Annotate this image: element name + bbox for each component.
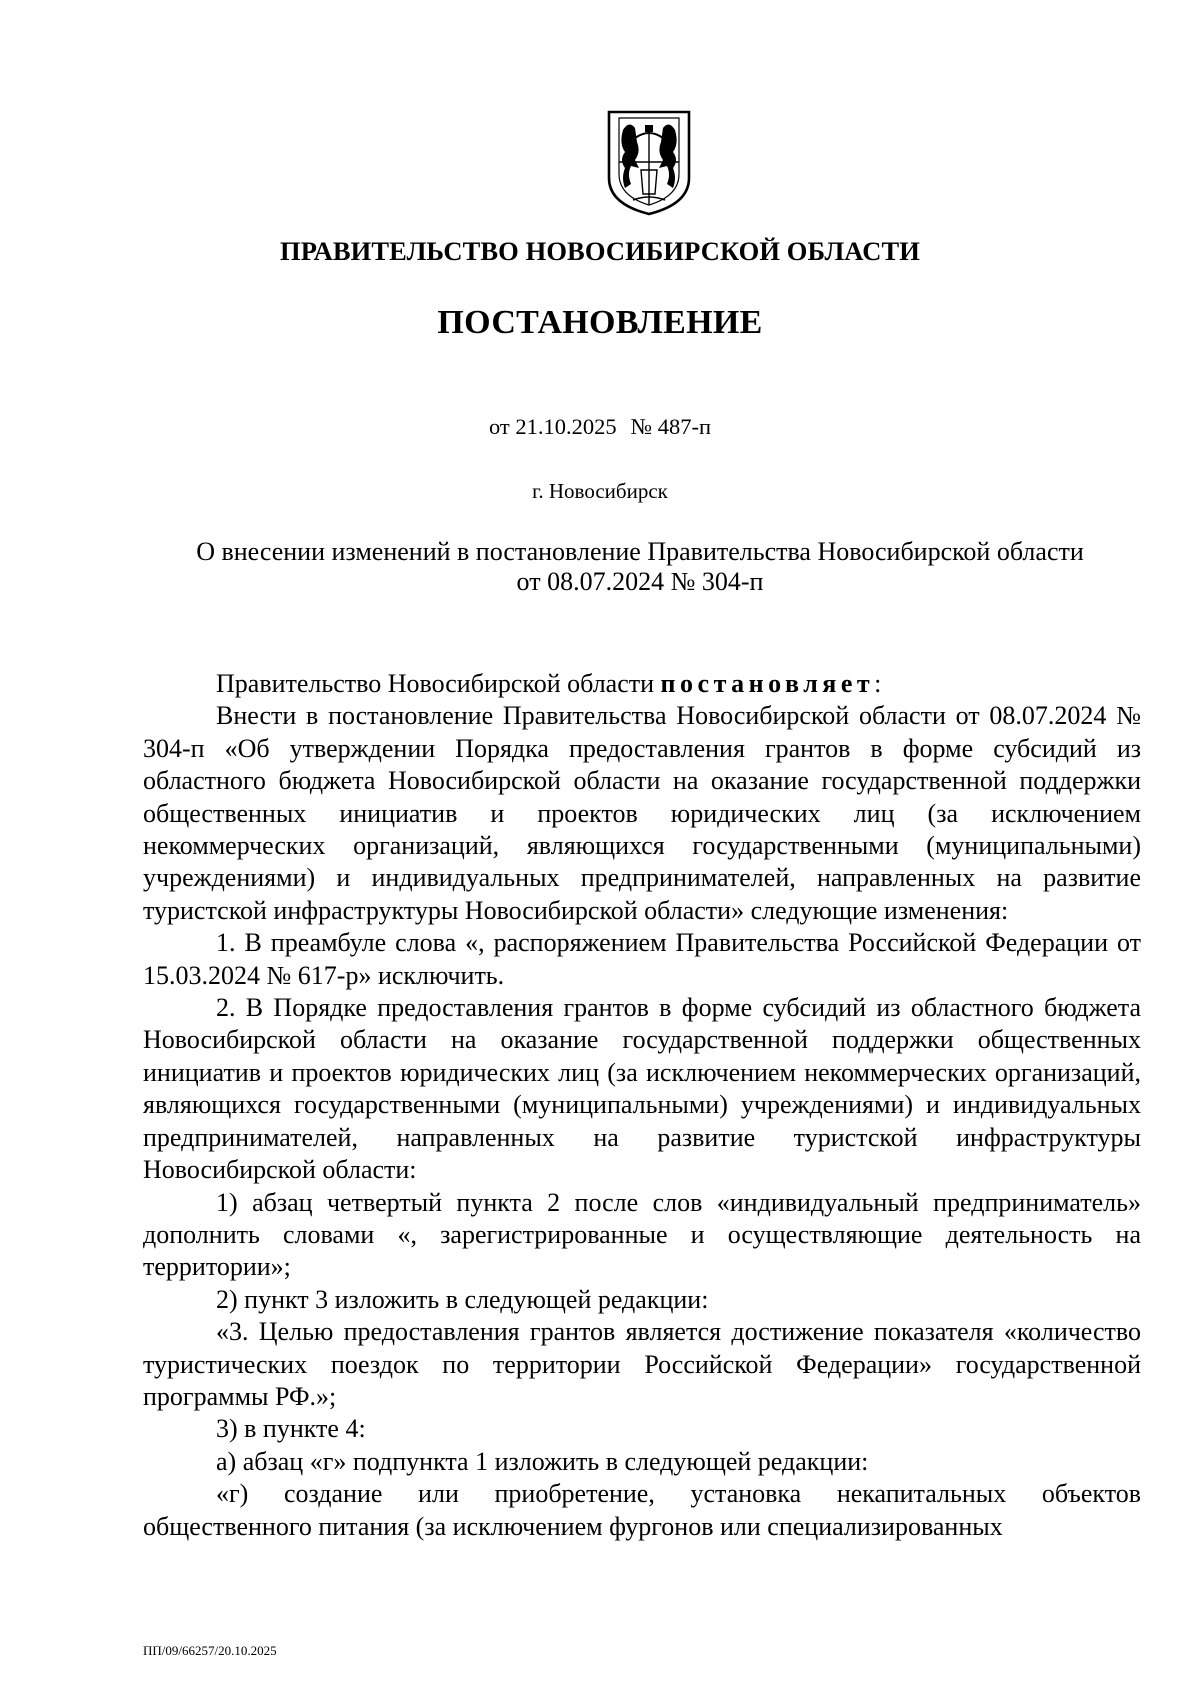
document-date: от 21.10.2025 — [488, 414, 617, 439]
document-body — [143, 668, 1141, 1543]
body-paragraph: 1) абзац четвертый пункта 2 после слов «индивидуальный предприниматель» дополнить словами «, зарегистрированные и осуществляющие деятельность на территории»; — [143, 1187, 1141, 1282]
coat-of-arms-icon — [603, 108, 695, 218]
body-paragraph: «3. Целью предоставления грантов является достижение показателя «количество туристических поездок по территории Российской Федерации» государственной программы РФ.»; — [143, 1317, 1141, 1411]
document-subject — [140, 537, 1140, 597]
organization-title: ПРАВИТЕЛЬСТВО НОВОСИБИРСКОЙ ОБЛАСТИ — [280, 236, 920, 266]
footer-code: ПП/09/66257/20.10.2025 — [143, 1643, 277, 1658]
date-number-line — [0, 414, 1200, 440]
intro-lead: Правительство Новосибирской области — [216, 669, 655, 698]
body-paragraph: 1. В преамбуле слова «, распоряжением Правительства Российской Федерации от 15.03.2024 № 617-р» исключить. — [143, 928, 1141, 990]
body-paragraph: 3) в пункте 4: — [216, 1414, 366, 1444]
intro-paragraph — [143, 668, 1141, 700]
subject-line-2: от 08.07.2024 № 304-п — [516, 567, 764, 596]
body-paragraph: 2. В Порядке предоставления грантов в форме субсидий из областного бюджета Новосибирской области на оказание государственной поддержки общественных инициатив и проектов юридических лиц (за исключением некоммерческих организаций, являющихся государственными (муниципальными) учреждениями) и индивидуальных предпринимателей, направленных на развитие туристской инфраструктуры Новосибирской области: — [143, 993, 1141, 1185]
body-paragraph: Внести в постановление Правительства Новосибирской области от 08.07.2024 № 304-п «Об утверждении Порядка предоставления грантов в форме субсидий из областного бюджета Новосибирской области на оказание государственной поддержки общественных инициатив и проектов юридических лиц (за исключением некоммерческих организаций, являющихся государственными (муниципальными) учреждениями) и индивидуальных предпринимателей, направленных на развитие туристской инфраструктуры Новосибирской области» следующие изменения: — [143, 701, 1141, 925]
body-paragraph: «г) создание или приобретение, установка некапитальных объектов общественного питания (за исключением фургонов или специализированных — [143, 1479, 1141, 1541]
body-paragraph: а) абзац «г» подпункта 1 изложить в следующей редакции: — [216, 1446, 869, 1476]
intro-tail: : — [874, 669, 882, 698]
subject-line-1: О внесении изменений в постановление Правительства Новосибирской области — [196, 537, 1084, 566]
intro-verb: постановляет — [660, 669, 875, 698]
city-line: г. Новосибирск — [532, 479, 668, 503]
document-type: ПОСТАНОВЛЕНИЕ — [437, 304, 763, 341]
body-paragraph: 2) пункт 3 изложить в следующей редакции: — [216, 1284, 709, 1314]
document-number: № 487-п — [630, 414, 712, 439]
